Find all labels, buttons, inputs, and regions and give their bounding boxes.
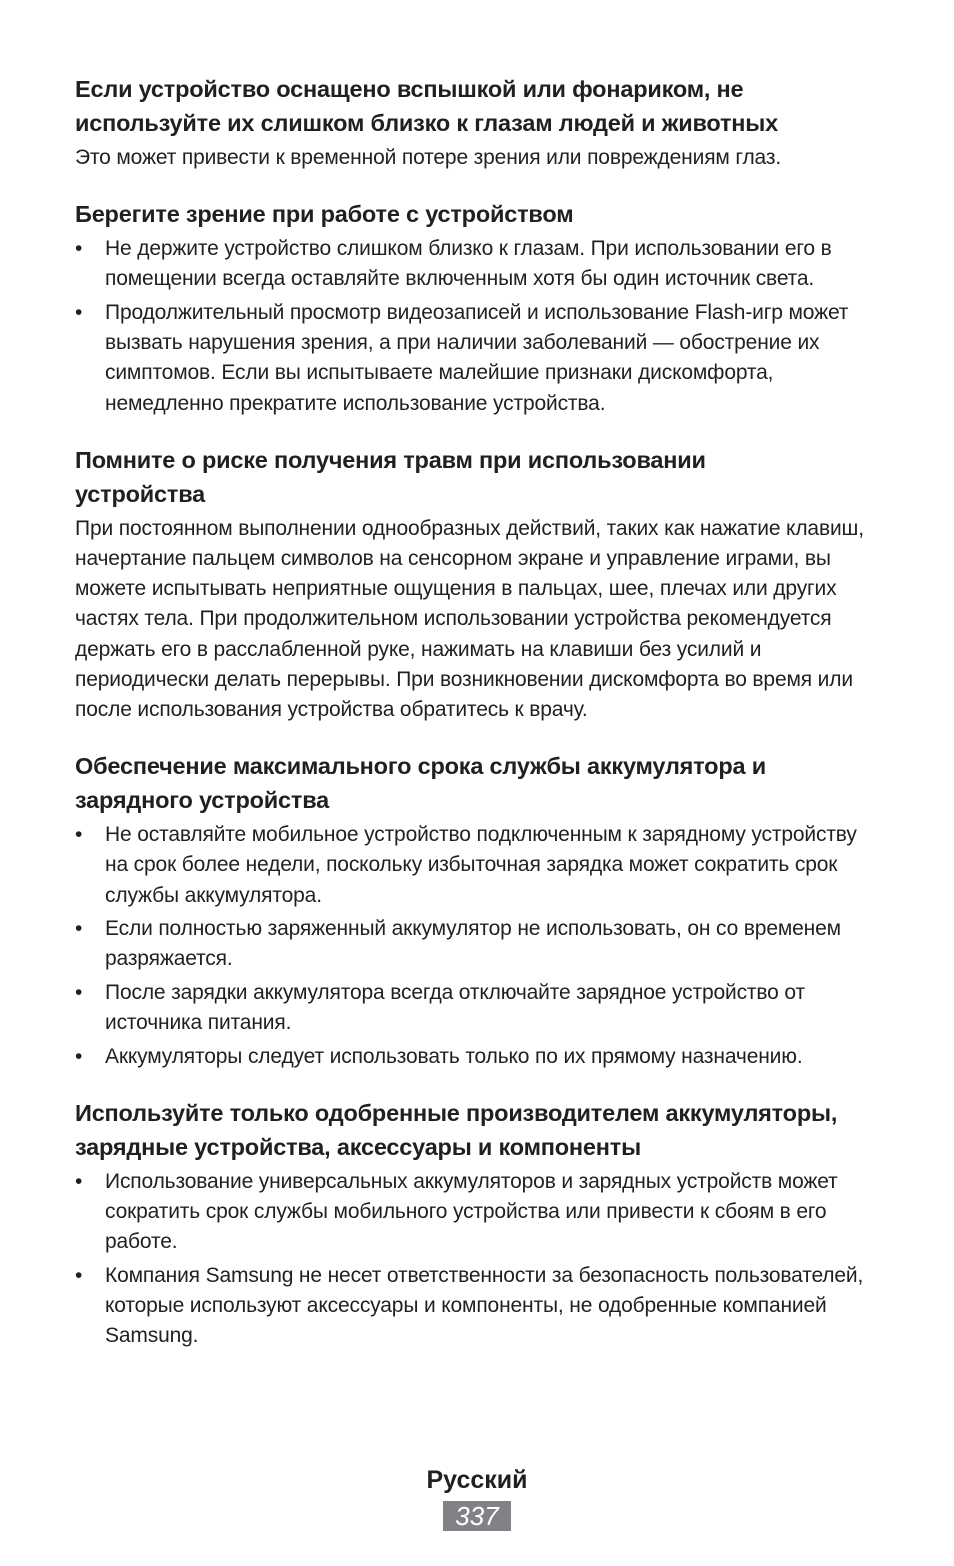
section-injury-risk (75, 443, 885, 725)
list-item (75, 914, 885, 974)
footer-language: Русский (426, 1466, 528, 1494)
section-heading: Если устройство оснащено вспышкой или фонариком, не используйте их слишком близко к глазам людей и животных (75, 76, 778, 136)
section-eye-care (75, 197, 885, 419)
bullet-mark: • (75, 1170, 83, 1194)
list-item (75, 298, 885, 419)
section-approved-accessories (75, 1096, 885, 1352)
list-item (75, 1042, 885, 1072)
list-item-text: Не оставляйте мобильное устройство подключенным к зарядному устройству на срок более недели, поскольку избыточная зарядка может сократить срок службы аккумулятора. (105, 823, 857, 907)
bullet-list (75, 234, 885, 419)
section-paragraph: Это может привести к временной потере зрения или повреждениям глаз. (75, 146, 782, 169)
section-heading: Берегите зрение при работе с устройством (75, 201, 574, 228)
bullet-mark: • (75, 981, 83, 1005)
bullet-list (75, 820, 885, 1072)
list-item-text: Если полностью заряженный аккумулятор не использовать, он со временем разряжается. (105, 917, 841, 971)
section-flash-warning (75, 72, 885, 173)
bullet-mark: • (75, 1264, 83, 1288)
document-body (75, 72, 885, 1352)
list-item (75, 820, 885, 911)
section-heading: Помните о риске получения травм при использовании устройства (75, 446, 706, 507)
list-item-text: Использование универсальных аккумуляторов и зарядных устройств может сократить срок службы мобильного устройства или привести к сбоям в его работе. (105, 1170, 838, 1254)
bullet-list (75, 1167, 885, 1352)
list-item-text: Не держите устройство слишком близко к глазам. При использовании его в помещении всегда оставляйте включенным хотя бы один источник света. (105, 237, 832, 291)
list-item (75, 978, 885, 1038)
bullet-mark: • (75, 917, 83, 941)
bullet-mark: • (75, 237, 83, 261)
section-heading: Обеспечение максимального срока службы аккумулятора и зарядного устройства (75, 753, 766, 814)
section-heading: Используйте только одобренные производителем аккумуляторы, зарядные устройства, аксессуары и компоненты (75, 1100, 838, 1161)
list-item-text: Аккумуляторы следует использовать только по их прямому назначению. (105, 1044, 803, 1068)
list-item (75, 1261, 885, 1352)
list-item-text: Продолжительный просмотр видеозаписей и использование Flash-игр может вызвать нарушения зрения, а при наличии заболеваний — обострение их симптомов. Если вы испытываете малейшие признаки дискомфорта, немедленно прекратите использование устройства. (105, 301, 849, 415)
list-item-text: После зарядки аккумулятора всегда отключайте зарядное устройство от источника питания. (105, 981, 805, 1035)
list-item-text: Компания Samsung не несет ответственности за безопасность пользователей, которые используют аксессуары и компоненты, не одобренные компанией Samsung. (105, 1264, 864, 1348)
bullet-mark: • (75, 823, 83, 847)
section-battery-life (75, 749, 885, 1072)
bullet-mark: • (75, 301, 83, 324)
list-item (75, 234, 885, 294)
page-footer (0, 1463, 954, 1531)
section-paragraph: При постоянном выполнении однообразных действий, таких как нажатие клавиш, начертание пальцем символов на сенсорном экране и управление играми, вы можете испытывать неприятные ощущения в пальцах, шее, плечах или других частях тела. При продолжительном использовании устройства рекомендуется держать его в расслабленной руке, нажимать на клавиши без усилий и периодически делать перерывы. При возникновении дискомфорта во время или после использования устройства обратитесь к врачу. (75, 516, 864, 722)
list-item (75, 1167, 885, 1258)
bullet-mark: • (75, 1044, 83, 1068)
page-number: 337 (443, 1501, 511, 1531)
